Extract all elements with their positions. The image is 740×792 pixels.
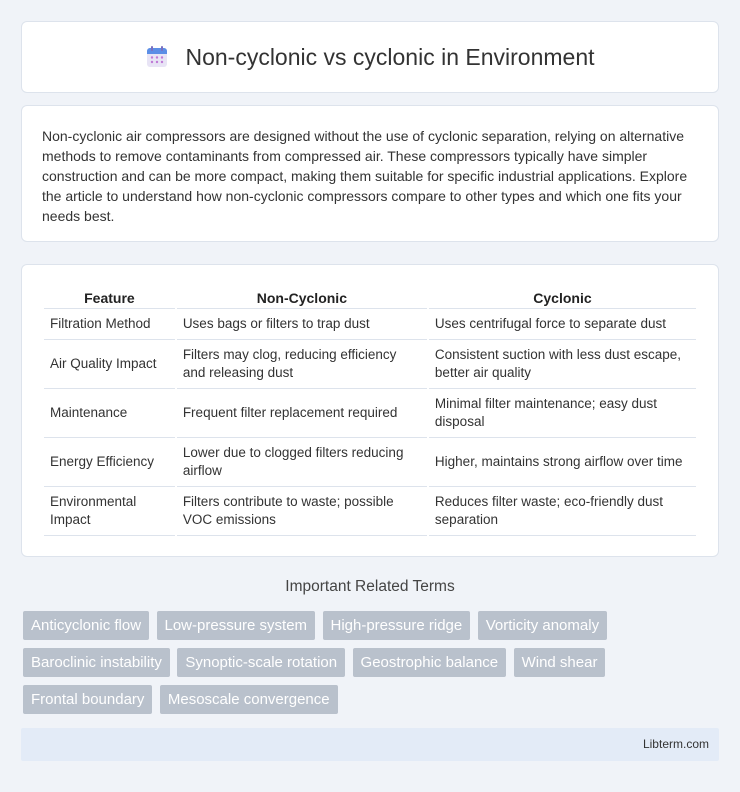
tag-frontal-boundary[interactable]: Frontal boundary	[23, 685, 152, 714]
table-cell: Filters contribute to waste; possible VOC emissions	[177, 487, 427, 536]
related-tags	[23, 611, 723, 722]
table-cell: Minimal filter maintenance; easy dust disposal	[429, 389, 696, 438]
table-cell: Energy Efficiency	[44, 438, 175, 487]
footer-site-link[interactable]: Libterm.com	[642, 737, 709, 751]
table-cell: Air Quality Impact	[44, 340, 175, 389]
page-title: Non-cyclonic vs cyclonic in Environment	[185, 43, 595, 70]
tag-baroclinic-instability[interactable]: Baroclinic instability	[23, 648, 170, 677]
table-row	[44, 389, 696, 438]
tag-anticyclonic-flow[interactable]: Anticyclonic flow	[23, 611, 149, 640]
tag-mesoscale-convergence[interactable]: Mesoscale convergence	[160, 685, 338, 714]
tag-synoptic-scale-rotation[interactable]: Synoptic-scale rotation	[177, 648, 345, 677]
table-cell: Higher, maintains strong airflow over time	[429, 438, 696, 487]
header-cyclonic: Cyclonic	[429, 283, 696, 309]
tag-vorticity-anomaly[interactable]: Vorticity anomaly	[478, 611, 607, 640]
tag-high-pressure-ridge[interactable]: High-pressure ridge	[323, 611, 471, 640]
table-cell: Lower due to clogged filters reducing airflow	[177, 438, 427, 487]
table-cell: Consistent suction with less dust escape, better air quality	[429, 340, 696, 389]
intro-card	[21, 105, 719, 242]
table-cell: Reduces filter waste; eco-friendly dust separation	[429, 487, 696, 536]
table-row	[44, 340, 696, 389]
table-cell: Frequent filter replacement required	[177, 389, 427, 438]
title-card	[21, 21, 719, 93]
table-cell: Uses bags or filters to trap dust	[177, 309, 427, 340]
table-row	[44, 487, 696, 536]
table-cell: Environmental Impact	[44, 487, 175, 536]
header-feature: Feature	[44, 283, 175, 309]
comparison-table	[42, 283, 698, 536]
table-cell: Maintenance	[44, 389, 175, 438]
table-cell: Uses centrifugal force to separate dust	[429, 309, 696, 340]
tag-geostrophic-balance[interactable]: Geostrophic balance	[353, 648, 507, 677]
table-row	[44, 309, 696, 340]
tag-wind-shear[interactable]: Wind shear	[514, 648, 606, 677]
calendar-icon	[145, 45, 169, 69]
footer	[21, 728, 719, 761]
table-row	[44, 438, 696, 487]
header-non-cyclonic: Non-Cyclonic	[177, 283, 427, 309]
table-cell: Filters may clog, reducing efficiency and releasing dust	[177, 340, 427, 389]
related-terms-title: Important Related Terms	[285, 578, 455, 595]
comparison-table-card	[21, 264, 719, 557]
intro-text: Non-cyclonic air compressors are designed without the use of cyclonic separation, relying on alternative methods to remove contaminants from compressed air. These compressors typically have simpler construction and can be more compact, making them suitable for specific industrial applications. Explore the article to understand how non-cyclonic compressors compare to other types and which one fits your needs best.	[42, 128, 688, 224]
table-cell: Filtration Method	[44, 309, 175, 340]
tag-low-pressure-system[interactable]: Low-pressure system	[157, 611, 316, 640]
